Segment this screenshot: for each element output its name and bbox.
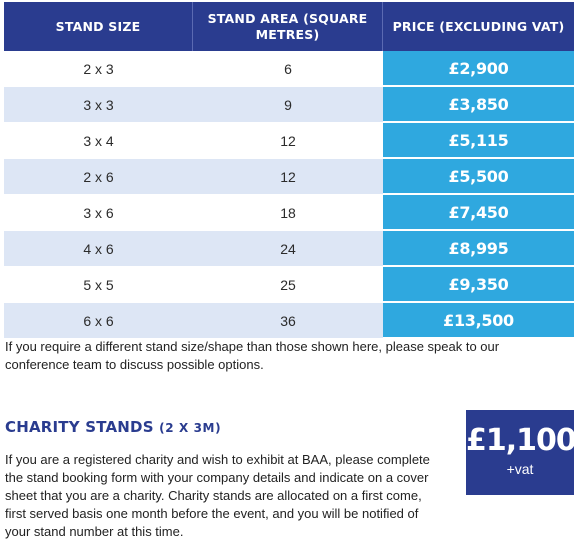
cell-stand-area: 12: [193, 159, 383, 195]
cell-price: £2,900: [383, 51, 574, 87]
cell-price: £5,115: [383, 123, 574, 159]
cell-stand-size: 5 x 5: [4, 267, 193, 303]
charity-description: If you are a registered charity and wish to exhibit at BAA, please complete the stand booking form with your company details and indicate on a cover sheet that you are a charity. Charity stands are allocated on a first come, first served basis one month before the event, and you will be notified of your stand number at this time.: [5, 452, 430, 539]
table-row: [4, 123, 574, 159]
cell-stand-size: 3 x 4: [4, 123, 193, 159]
table-row: [4, 159, 574, 195]
table-row: [4, 195, 574, 231]
stand-price-table: [4, 2, 574, 339]
cell-stand-area: 6: [193, 51, 383, 87]
cell-price: £3,850: [383, 87, 574, 123]
stand-size-note: If you require a different stand size/shape than those shown here, please speak to our conference team to discuss possible options.: [5, 339, 500, 372]
cell-price: £5,500: [383, 159, 574, 195]
cell-stand-area: 18: [193, 195, 383, 231]
cell-stand-size: 3 x 6: [4, 195, 193, 231]
cell-stand-size: 4 x 6: [4, 231, 193, 267]
cell-stand-area: 24: [193, 231, 383, 267]
cell-stand-area: 36: [193, 303, 383, 339]
charity-vat-label: +vat: [506, 461, 534, 477]
cell-price: £13,500: [383, 303, 574, 339]
header-stand-area: STAND AREA (SQUARE METRES): [193, 2, 383, 51]
charity-stands-heading: [5, 418, 221, 436]
table-row: [4, 87, 574, 123]
cell-stand-size: 3 x 3: [4, 87, 193, 123]
table-row: [4, 267, 574, 303]
cell-stand-area: 25: [193, 267, 383, 303]
header-stand-size: STAND SIZE: [4, 2, 193, 51]
table-header-row: [4, 2, 574, 51]
table-row: [4, 303, 574, 339]
charity-price: £1,100: [466, 423, 576, 458]
table-row: [4, 51, 574, 87]
cell-stand-size: 2 x 6: [4, 159, 193, 195]
cell-stand-size: 2 x 3: [4, 51, 193, 87]
cell-price: £8,995: [383, 231, 574, 267]
cell-stand-area: 9: [193, 87, 383, 123]
cell-stand-size: 6 x 6: [4, 303, 193, 339]
cell-stand-area: 12: [193, 123, 383, 159]
cell-price: £9,350: [383, 267, 574, 303]
charity-price-badge: [466, 410, 574, 495]
charity-heading-size: (2 X 3M): [159, 421, 222, 435]
cell-price: £7,450: [383, 195, 574, 231]
header-price: PRICE (EXCLUDING VAT): [383, 2, 574, 51]
charity-heading-title: CHARITY STANDS: [5, 418, 154, 436]
table-row: [4, 231, 574, 267]
